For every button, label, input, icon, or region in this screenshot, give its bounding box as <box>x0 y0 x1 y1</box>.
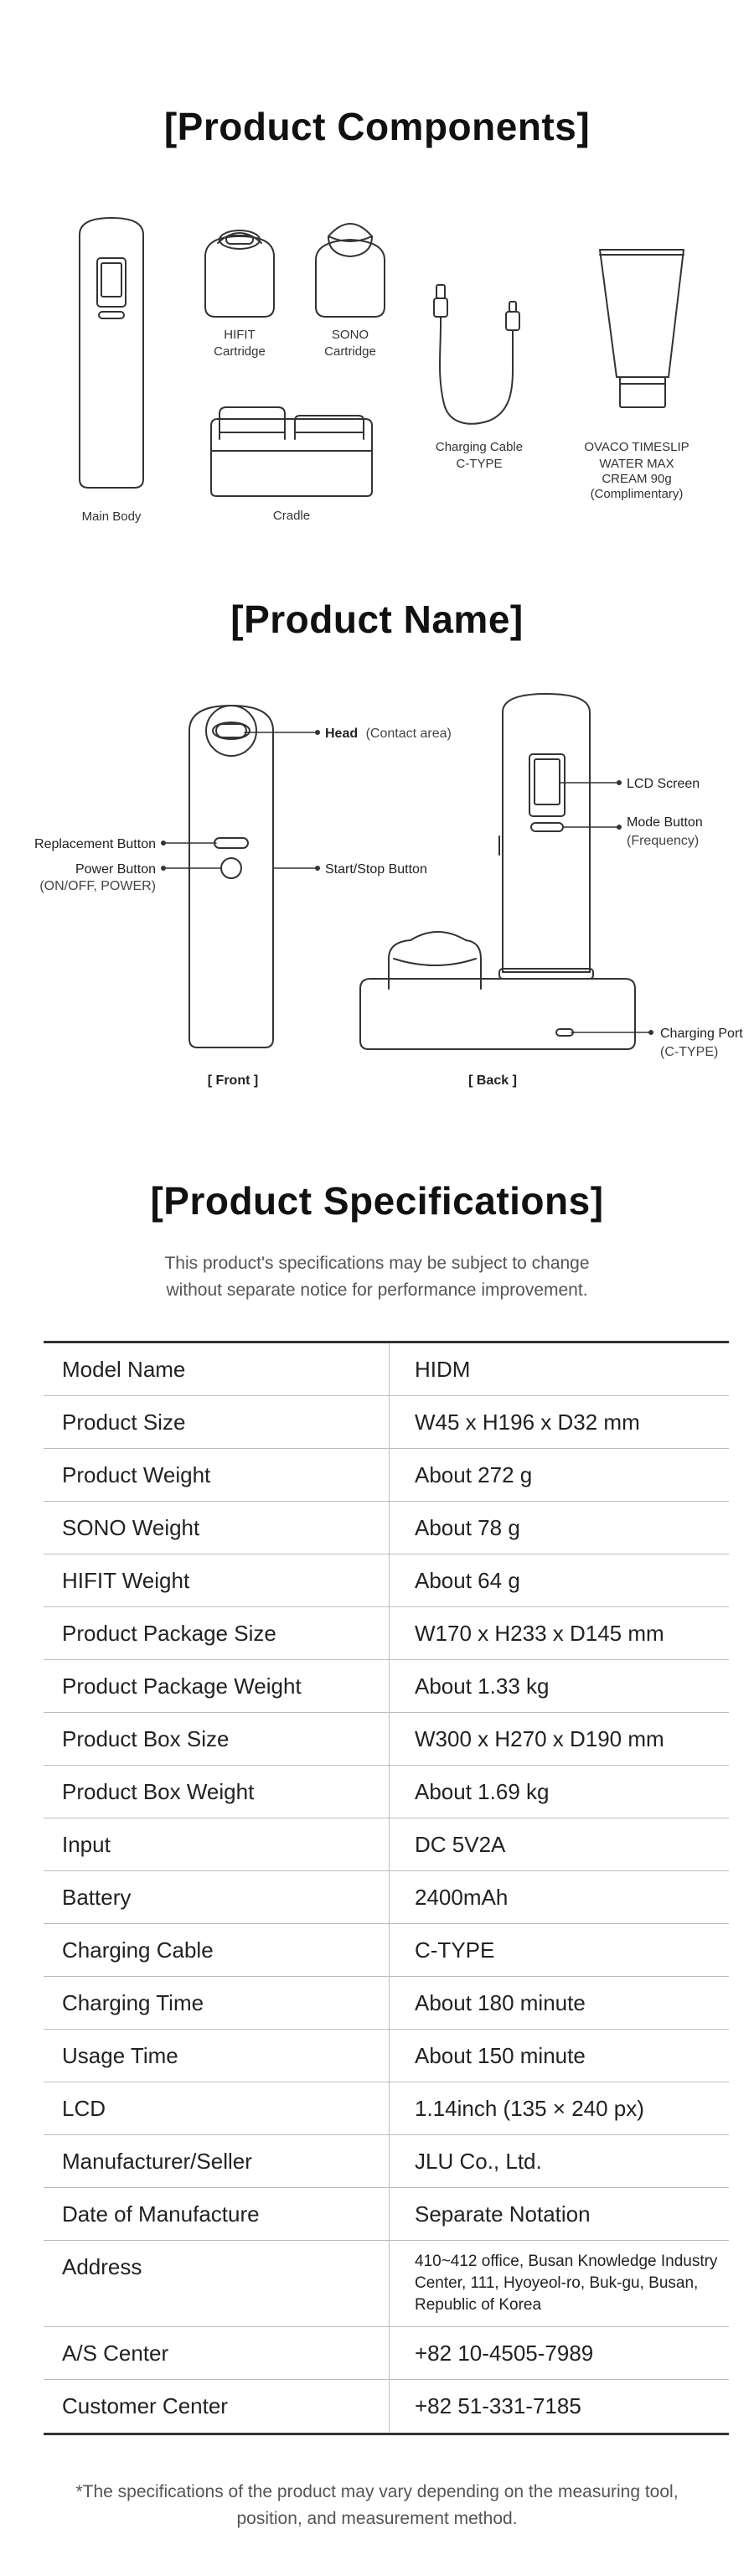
spec-value: 1.14inch (135 × 240 px) <box>415 2095 644 2121</box>
components-labels <box>0 184 754 553</box>
specifications-footnote <box>0 2479 754 2532</box>
spec-row-box-size <box>44 1713 729 1766</box>
spec-row-charging-cable <box>44 1924 729 1977</box>
specifications-notice <box>0 1250 754 1304</box>
spec-row-usage-time <box>44 2030 729 2082</box>
spec-label: Usage Time <box>44 2030 390 2082</box>
spec-label: Product Size <box>44 1396 390 1448</box>
svg-text:Head (Contact area) <box>325 727 452 741</box>
spec-label: Model Name <box>44 1343 390 1395</box>
spec-label: Battery <box>44 1871 390 1923</box>
spec-row-battery <box>44 1871 729 1924</box>
spec-value: +82 10-4505-7989 <box>415 2340 594 2366</box>
cream-label-line2: WATER MAX <box>599 457 674 471</box>
spec-value: +82 51-331-7185 <box>415 2393 581 2418</box>
spec-row-package-size <box>44 1607 729 1660</box>
specifications-footnote-line2: position, and measurement method. <box>236 2509 518 2528</box>
spec-label: Charging Cable <box>44 1924 390 1976</box>
specifications-notice-line2: without separate notice for performance improvement. <box>166 1280 588 1300</box>
mode-button-label: Mode Button <box>627 815 703 830</box>
spec-row-model-name <box>44 1343 729 1396</box>
cream-label-line4: (Complimentary) <box>590 487 684 501</box>
spec-row-sono-weight <box>44 1502 729 1554</box>
power-button-note: (ON/OFF, POWER) <box>39 879 156 893</box>
cream-label-line3: CREAM 90g <box>602 472 672 486</box>
charging-port-label: Charging Port <box>660 1027 743 1041</box>
head-note: (Contact area) <box>365 727 452 741</box>
spec-value: C-TYPE <box>415 1937 495 1963</box>
spec-value: About 1.69 kg <box>415 1778 550 1804</box>
spec-label: HIFIT Weight <box>44 1554 390 1606</box>
hifit-label-line1: HIFIT <box>224 328 256 342</box>
spec-value: DC 5V2A <box>415 1831 506 1857</box>
spec-row-date-of-manufacture <box>44 2188 729 2241</box>
head-label: Head <box>325 727 359 741</box>
spec-row-product-size <box>44 1396 729 1449</box>
spec-value: HIDM <box>415 1356 471 1382</box>
spec-label: Manufacturer/Seller <box>44 2135 390 2187</box>
charging-port-note: (C-TYPE) <box>660 1045 719 1059</box>
spec-value: 2400mAh <box>415 1884 509 1910</box>
spec-label: Product Package Weight <box>44 1660 390 1712</box>
spec-label: A/S Center <box>44 2327 390 2379</box>
sono-label-line2: Cartridge <box>324 344 376 359</box>
spec-value: Separate Notation <box>415 2201 591 2227</box>
spec-row-as-center <box>44 2327 729 2380</box>
spec-value: W170 x H233 x D145 mm <box>415 1620 664 1646</box>
cable-label-line1: Charging Cable <box>435 440 524 454</box>
spec-label: Product Weight <box>44 1449 390 1501</box>
spec-value: About 64 g <box>415 1567 520 1593</box>
spec-row-box-weight <box>44 1766 729 1818</box>
mode-button-note: (Frequency) <box>627 834 700 848</box>
back-view-label: [ Back ] <box>468 1073 517 1088</box>
spec-value: About 1.33 kg <box>415 1673 550 1699</box>
cream-label-line1: OVACO TIMESLIP <box>584 440 689 454</box>
power-button-label: Power Button <box>75 862 156 877</box>
specifications-title: [Product Specifications] <box>150 1179 604 1223</box>
start-stop-button-label: Start/Stop Button <box>325 862 427 877</box>
spec-value: 410~412 office, Busan Knowledge Industry Center, 111, Hyoyeol-ro, Buk-gu, Busan, Republic of Korea <box>415 2253 718 2314</box>
spec-label: Input <box>44 1818 390 1870</box>
spec-value: About 272 g <box>415 1461 533 1487</box>
spec-row-product-weight <box>44 1449 729 1502</box>
hifit-label-line2: Cartridge <box>214 344 266 359</box>
lcd-screen-label: LCD Screen <box>627 777 700 791</box>
spec-label: Product Package Size <box>44 1607 390 1659</box>
product-name-labels <box>0 679 754 1098</box>
spec-row-manufacturer <box>44 2135 729 2188</box>
spec-label: Customer Center <box>44 2380 390 2433</box>
spec-row-input <box>44 1818 729 1871</box>
cable-label-line2: C-TYPE <box>456 457 503 471</box>
spec-label: Charging Time <box>44 1977 390 2029</box>
spec-label: Product Box Weight <box>44 1766 390 1818</box>
spec-label: SONO Weight <box>44 1502 390 1554</box>
spec-value: JLU Co., Ltd. <box>415 2148 542 2174</box>
spec-row-address <box>44 2241 729 2327</box>
specifications-table <box>44 1341 729 2435</box>
spec-value: About 180 minute <box>415 1989 586 2015</box>
spec-value: About 150 minute <box>415 2042 586 2068</box>
main-body-label: Main Body <box>81 510 142 524</box>
spec-row-hifit-weight <box>44 1554 729 1607</box>
spec-row-customer-center <box>44 2380 729 2433</box>
spec-label: Date of Manufacture <box>44 2188 390 2240</box>
spec-label: Address <box>44 2241 390 2326</box>
specifications-footnote-line1: *The specifications of the product may vary depending on the measuring tool, <box>75 2482 679 2501</box>
front-view-label: [ Front ] <box>207 1073 259 1088</box>
cradle-label: Cradle <box>272 509 311 523</box>
spec-value: About 78 g <box>415 1514 520 1540</box>
spec-label: LCD <box>44 2082 390 2134</box>
spec-value: W45 x H196 x D32 mm <box>415 1409 640 1435</box>
spec-row-lcd <box>44 2082 729 2135</box>
product-name-title: [Product Name] <box>230 597 524 641</box>
replacement-button-label: Replacement Button <box>34 837 156 851</box>
spec-row-package-weight <box>44 1660 729 1713</box>
sono-label-line1: SONO <box>331 328 369 342</box>
spec-row-charging-time <box>44 1977 729 2030</box>
spec-value: W300 x H270 x D190 mm <box>415 1725 664 1751</box>
components-title: [Product Components] <box>163 105 591 148</box>
specifications-notice-line1: This product's specifications may be subject to change <box>164 1254 590 1273</box>
spec-label: Product Box Size <box>44 1713 390 1765</box>
